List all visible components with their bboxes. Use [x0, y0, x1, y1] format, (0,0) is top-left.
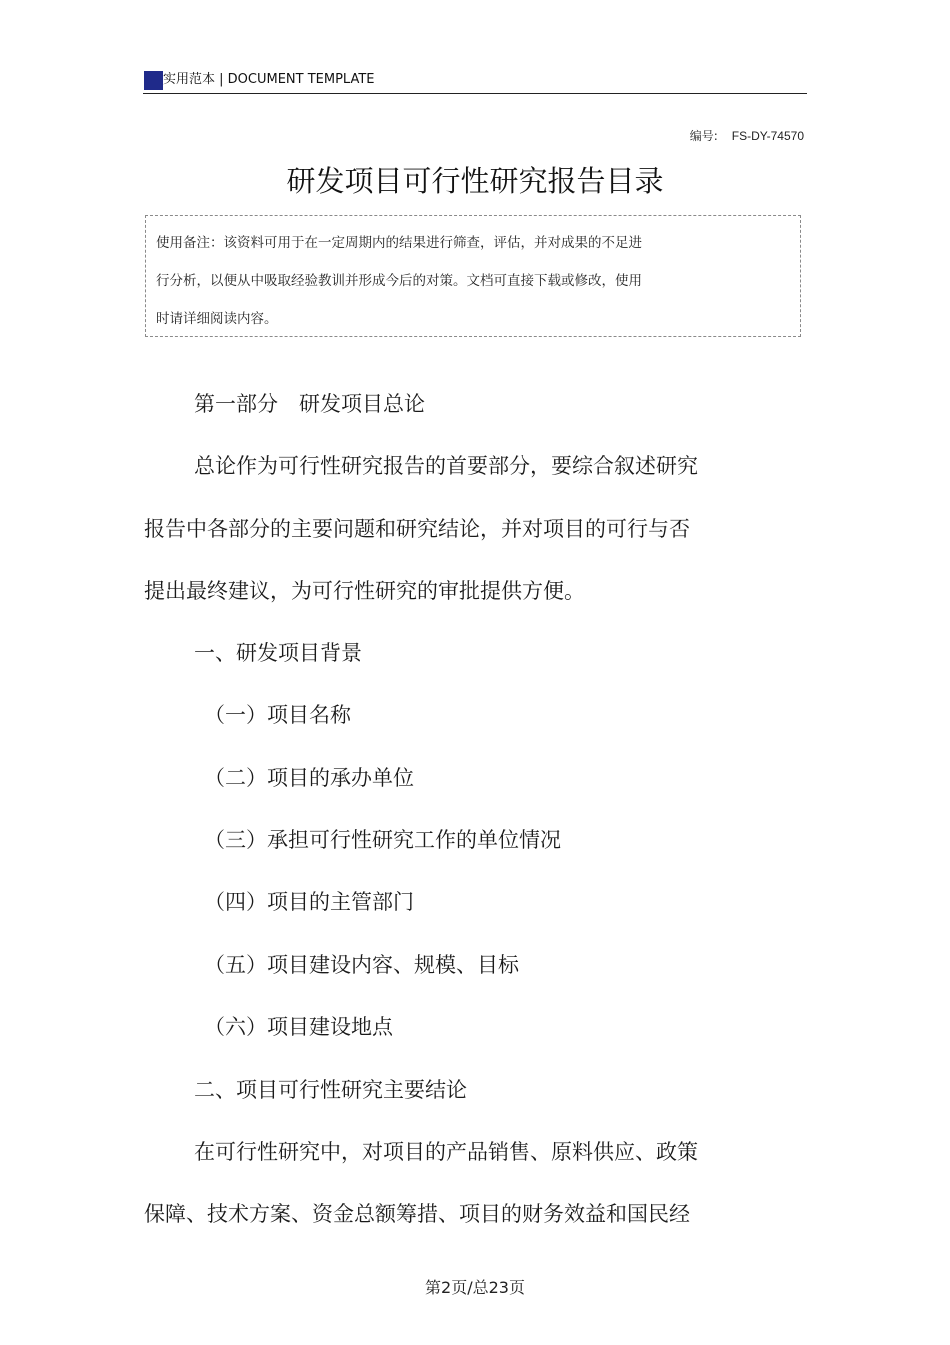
usage-note-line: 使用备注：该资料可用于在一定周期内的结果进行筛查，评估，并对成果的不足进	[156, 235, 642, 251]
document-number	[690, 127, 804, 144]
document-title: 研发项目可行性研究报告目录	[286, 164, 664, 198]
list-item: （六）项目建设地点	[204, 1015, 393, 1039]
usage-note-box	[145, 215, 801, 337]
section-heading: 第一部分 研发项目总论	[194, 392, 425, 416]
page-footer: 第2页/总23页	[425, 1278, 525, 1297]
paragraph-line: 提出最终建议，为可行性研究的审批提供方便。	[144, 579, 585, 603]
list-item: （三）承担可行性研究工作的单位情况	[204, 828, 561, 852]
page-header	[143, 70, 807, 94]
document-number-value: FS-DY-74570	[731, 129, 804, 143]
paragraph-line: 总论作为可行性研究报告的首要部分，要综合叙述研究	[194, 454, 698, 478]
document-number-label: 编号:	[689, 129, 718, 143]
list-item: （二）项目的承办单位	[204, 766, 414, 790]
list-item: （五）项目建设内容、规模、目标	[204, 953, 519, 977]
header-logo-block	[144, 71, 163, 90]
usage-note-line: 时请详细阅读内容。	[156, 311, 278, 327]
subsection-heading: 二、项目可行性研究主要结论	[194, 1078, 467, 1102]
list-item: （四）项目的主管部门	[204, 890, 414, 914]
paragraph-line: 在可行性研究中，对项目的产品销售、原料供应、政策	[194, 1140, 698, 1164]
paragraph-line: 保障、技术方案、资金总额筹措、项目的财务效益和国民经	[144, 1202, 690, 1226]
paragraph-line: 报告中各部分的主要问题和研究结论，并对项目的可行与否	[144, 517, 690, 541]
usage-note-line: 行分析，以便从中吸取经验教训并形成今后的对策。文档可直接下载或修改，使用	[156, 273, 642, 289]
list-item: （一）项目名称	[204, 703, 351, 727]
subsection-heading: 一、研发项目背景	[194, 641, 362, 665]
header-text: 实用范本 | DOCUMENT TEMPLATE	[163, 72, 375, 87]
